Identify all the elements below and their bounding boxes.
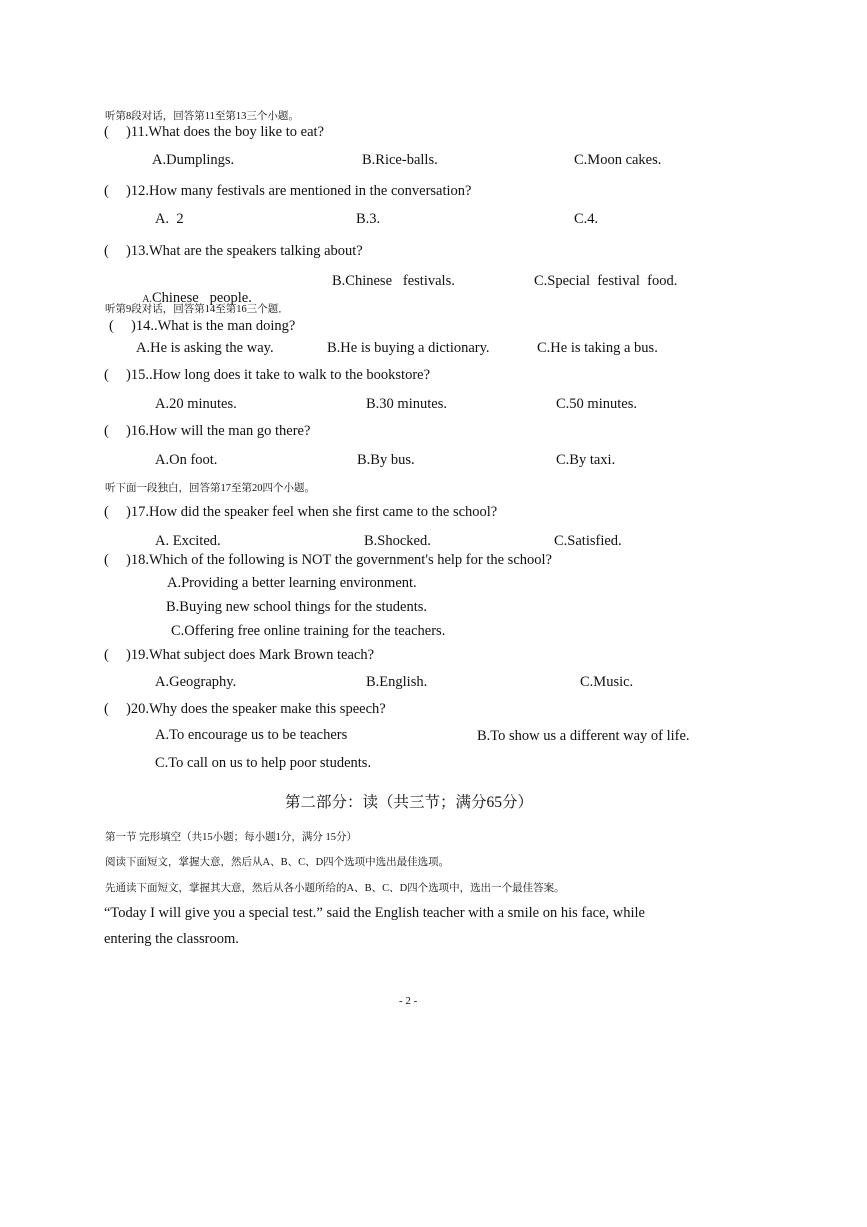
passage-line: “Today I will give you a special test.” said the English teacher with a smile on his face, while [104, 905, 645, 921]
question-text: )11.What does the boy like to eat? [126, 124, 324, 140]
option-c: C.To call on us to help poor students. [155, 755, 372, 771]
question-text: )14..What is the man doing? [131, 318, 296, 334]
option-c: C.4. [574, 211, 599, 227]
option-a: A.He is asking the way. [136, 340, 274, 356]
answer-blank[interactable]: ( [104, 367, 109, 383]
question-text: )18.Which of the following is NOT the government's help for the school? [126, 552, 552, 568]
answer-blank[interactable]: ( [109, 318, 114, 334]
option-c: C.By taxi. [556, 452, 616, 468]
answer-blank[interactable]: ( [104, 243, 109, 259]
option-a: A. 2 [155, 211, 184, 227]
subsection-title: 第一节 完形填空（共15小题；每小题1分，满分 15分） [105, 832, 357, 843]
answer-blank[interactable]: ( [104, 124, 109, 140]
option-a: A.Providing a better learning environment. [167, 575, 417, 591]
question-19 [104, 647, 374, 664]
option-b: B.30 minutes. [366, 396, 447, 412]
passage-line: entering the classroom. [104, 931, 239, 947]
option-a: A.20 minutes. [155, 396, 237, 412]
option-a: A. Excited. [155, 533, 221, 549]
question-13 [104, 243, 363, 260]
question-11 [104, 124, 324, 141]
answer-blank[interactable]: ( [104, 504, 109, 520]
question-text: )12.How many festivals are mentioned in the conversation? [126, 183, 472, 199]
question-18 [104, 552, 552, 569]
option-a: A.To encourage us to be teachers [155, 727, 348, 743]
question-text: )17.How did the speaker feel when she first came to the school? [126, 504, 498, 520]
question-text: )15..How long does it take to walk to the bookstore? [126, 367, 431, 383]
option-b: B.Buying new school things for the students. [166, 599, 427, 615]
option-c: C.Offering free online training for the teachers. [171, 623, 446, 639]
question-15 [104, 367, 430, 384]
question-14 [109, 318, 295, 335]
answer-blank[interactable]: ( [104, 647, 109, 663]
option-b: B.By bus. [357, 452, 415, 468]
question-12 [104, 183, 471, 200]
answer-blank[interactable]: ( [104, 423, 109, 439]
page-number: - 2 - [399, 995, 418, 1007]
option-b: B.3. [356, 211, 381, 227]
question-text: )19.What subject does Mark Brown teach? [126, 647, 375, 663]
section-instruction-10: 听下面一段独白，回答第17至第20四个小题。 [105, 483, 315, 494]
part-heading: 第二部分：读（共三节；满分65分） [285, 794, 534, 811]
option-b: B.Shocked. [364, 533, 431, 549]
option-text: Chinese people. [151, 290, 252, 306]
option-c: C.Music. [580, 674, 634, 690]
option-b: B.He is buying a dictionary. [327, 340, 490, 356]
section-instruction-9: 听第9段对话，回答第14至第16三个题． [105, 304, 289, 315]
question-16 [104, 423, 310, 440]
section-instruction-8: 听第8段对话，回答第11至第13三个小题。 [105, 111, 299, 122]
option-a: A.Geography. [155, 674, 237, 690]
option-c: C.50 minutes. [556, 396, 637, 412]
option-b: B.Chinese festivals. [332, 273, 455, 289]
question-17 [104, 504, 497, 521]
option-b: B.Rice-balls. [362, 152, 438, 168]
option-c: C.Moon cakes. [574, 152, 662, 168]
option-c: C.He is taking a bus. [537, 340, 658, 356]
option-b: B.English. [366, 674, 428, 690]
answer-blank[interactable]: ( [104, 701, 109, 717]
question-text: )20.Why does the speaker make this speech? [126, 701, 386, 717]
question-20 [104, 701, 386, 718]
option-c: C.Satisfied. [554, 533, 622, 549]
instruction-text: 先通读下面短文，掌握其大意，然后从各小题所给的A、B、C、D四个选项中，选出一个最佳答案。 [105, 883, 565, 894]
option-letter: A. [142, 294, 152, 305]
answer-blank[interactable]: ( [104, 552, 109, 568]
instruction-text: 阅读下面短文，掌握大意，然后从A、B、C、D四个选项中选出最佳选项。 [105, 857, 450, 868]
option-a: A.Dumplings. [152, 152, 235, 168]
question-text: )16.How will the man go there? [126, 423, 311, 439]
option-a: A.On foot. [155, 452, 218, 468]
question-text: )13.What are the speakers talking about? [126, 243, 363, 259]
option-b: B.To show us a different way of life. [477, 728, 690, 744]
answer-blank[interactable]: ( [104, 183, 109, 199]
option-c: C.Special festival food. [534, 273, 678, 289]
